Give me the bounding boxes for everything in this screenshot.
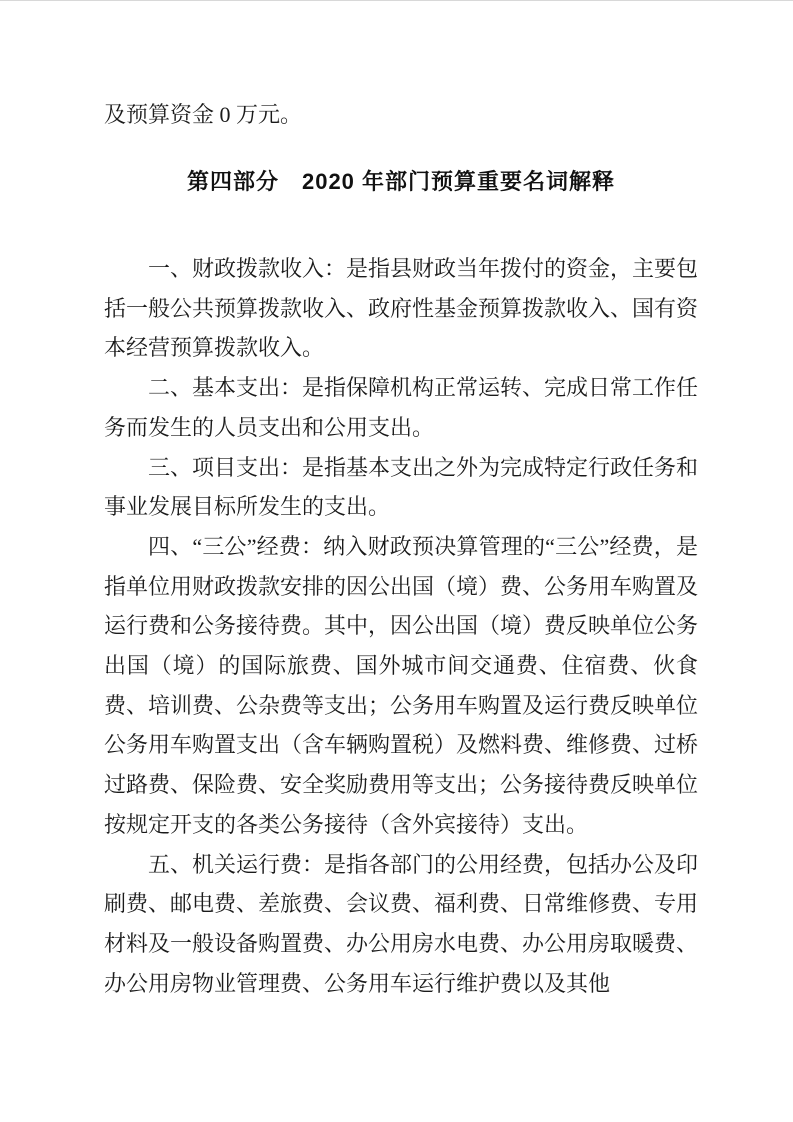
para-basic-expenditure: 二、基本支出：是指保障机构正常运转、完成日常工作任务而发生的人员支出和公用支出。 — [104, 375, 699, 440]
continuation-line: 及预算资金 0 万元。 — [104, 102, 303, 127]
document-body — [104, 249, 698, 1003]
para-fiscal-appropriation-income: 一、财政拨款收入：是指县财政当年拨付的资金，主要包括一般公共预算拨款收入、政府性基金预算拨款收入、国有资本经营预算拨款收入。 — [104, 256, 699, 361]
para-three-public-funds: 四、“三公”经费：纳入财政预决算管理的“三公”经费，是指单位用财政拨款安排的因公出国（境）费、公务用车购置及运行费和公务接待费。其中，因公出国（境）费反映单位公务出国（境）的国际旅费、国外城市间交通费、住宿费、伙食费、培训费、公杂费等支出；公务用车购置及运行费反映单位公务用车购置支出（含车辆购置税）及燃料费、维修费、过桥过路费、保险费、安全奖励费用等支出；公务接待费反映单位按规定开支的各类公务接待（含外宾接待）支出。 — [104, 533, 699, 837]
para-agency-operating-costs: 五、机关运行费：是指各部门的公用经费，包括办公及印刷费、邮电费、差旅费、会议费、福利费、日常维修费、专用材料及一般设备购置费、办公用房水电费、办公用房取暖费、办公用房物业管理费、公务用车运行维护费以及其他 — [104, 851, 699, 996]
page-title: 第四部分 2020 年部门预算重要名词解释 — [186, 169, 616, 194]
para-project-expenditure: 三、项目支出：是指基本支出之外为完成特定行政任务和事业发展目标所发生的支出。 — [104, 454, 699, 520]
